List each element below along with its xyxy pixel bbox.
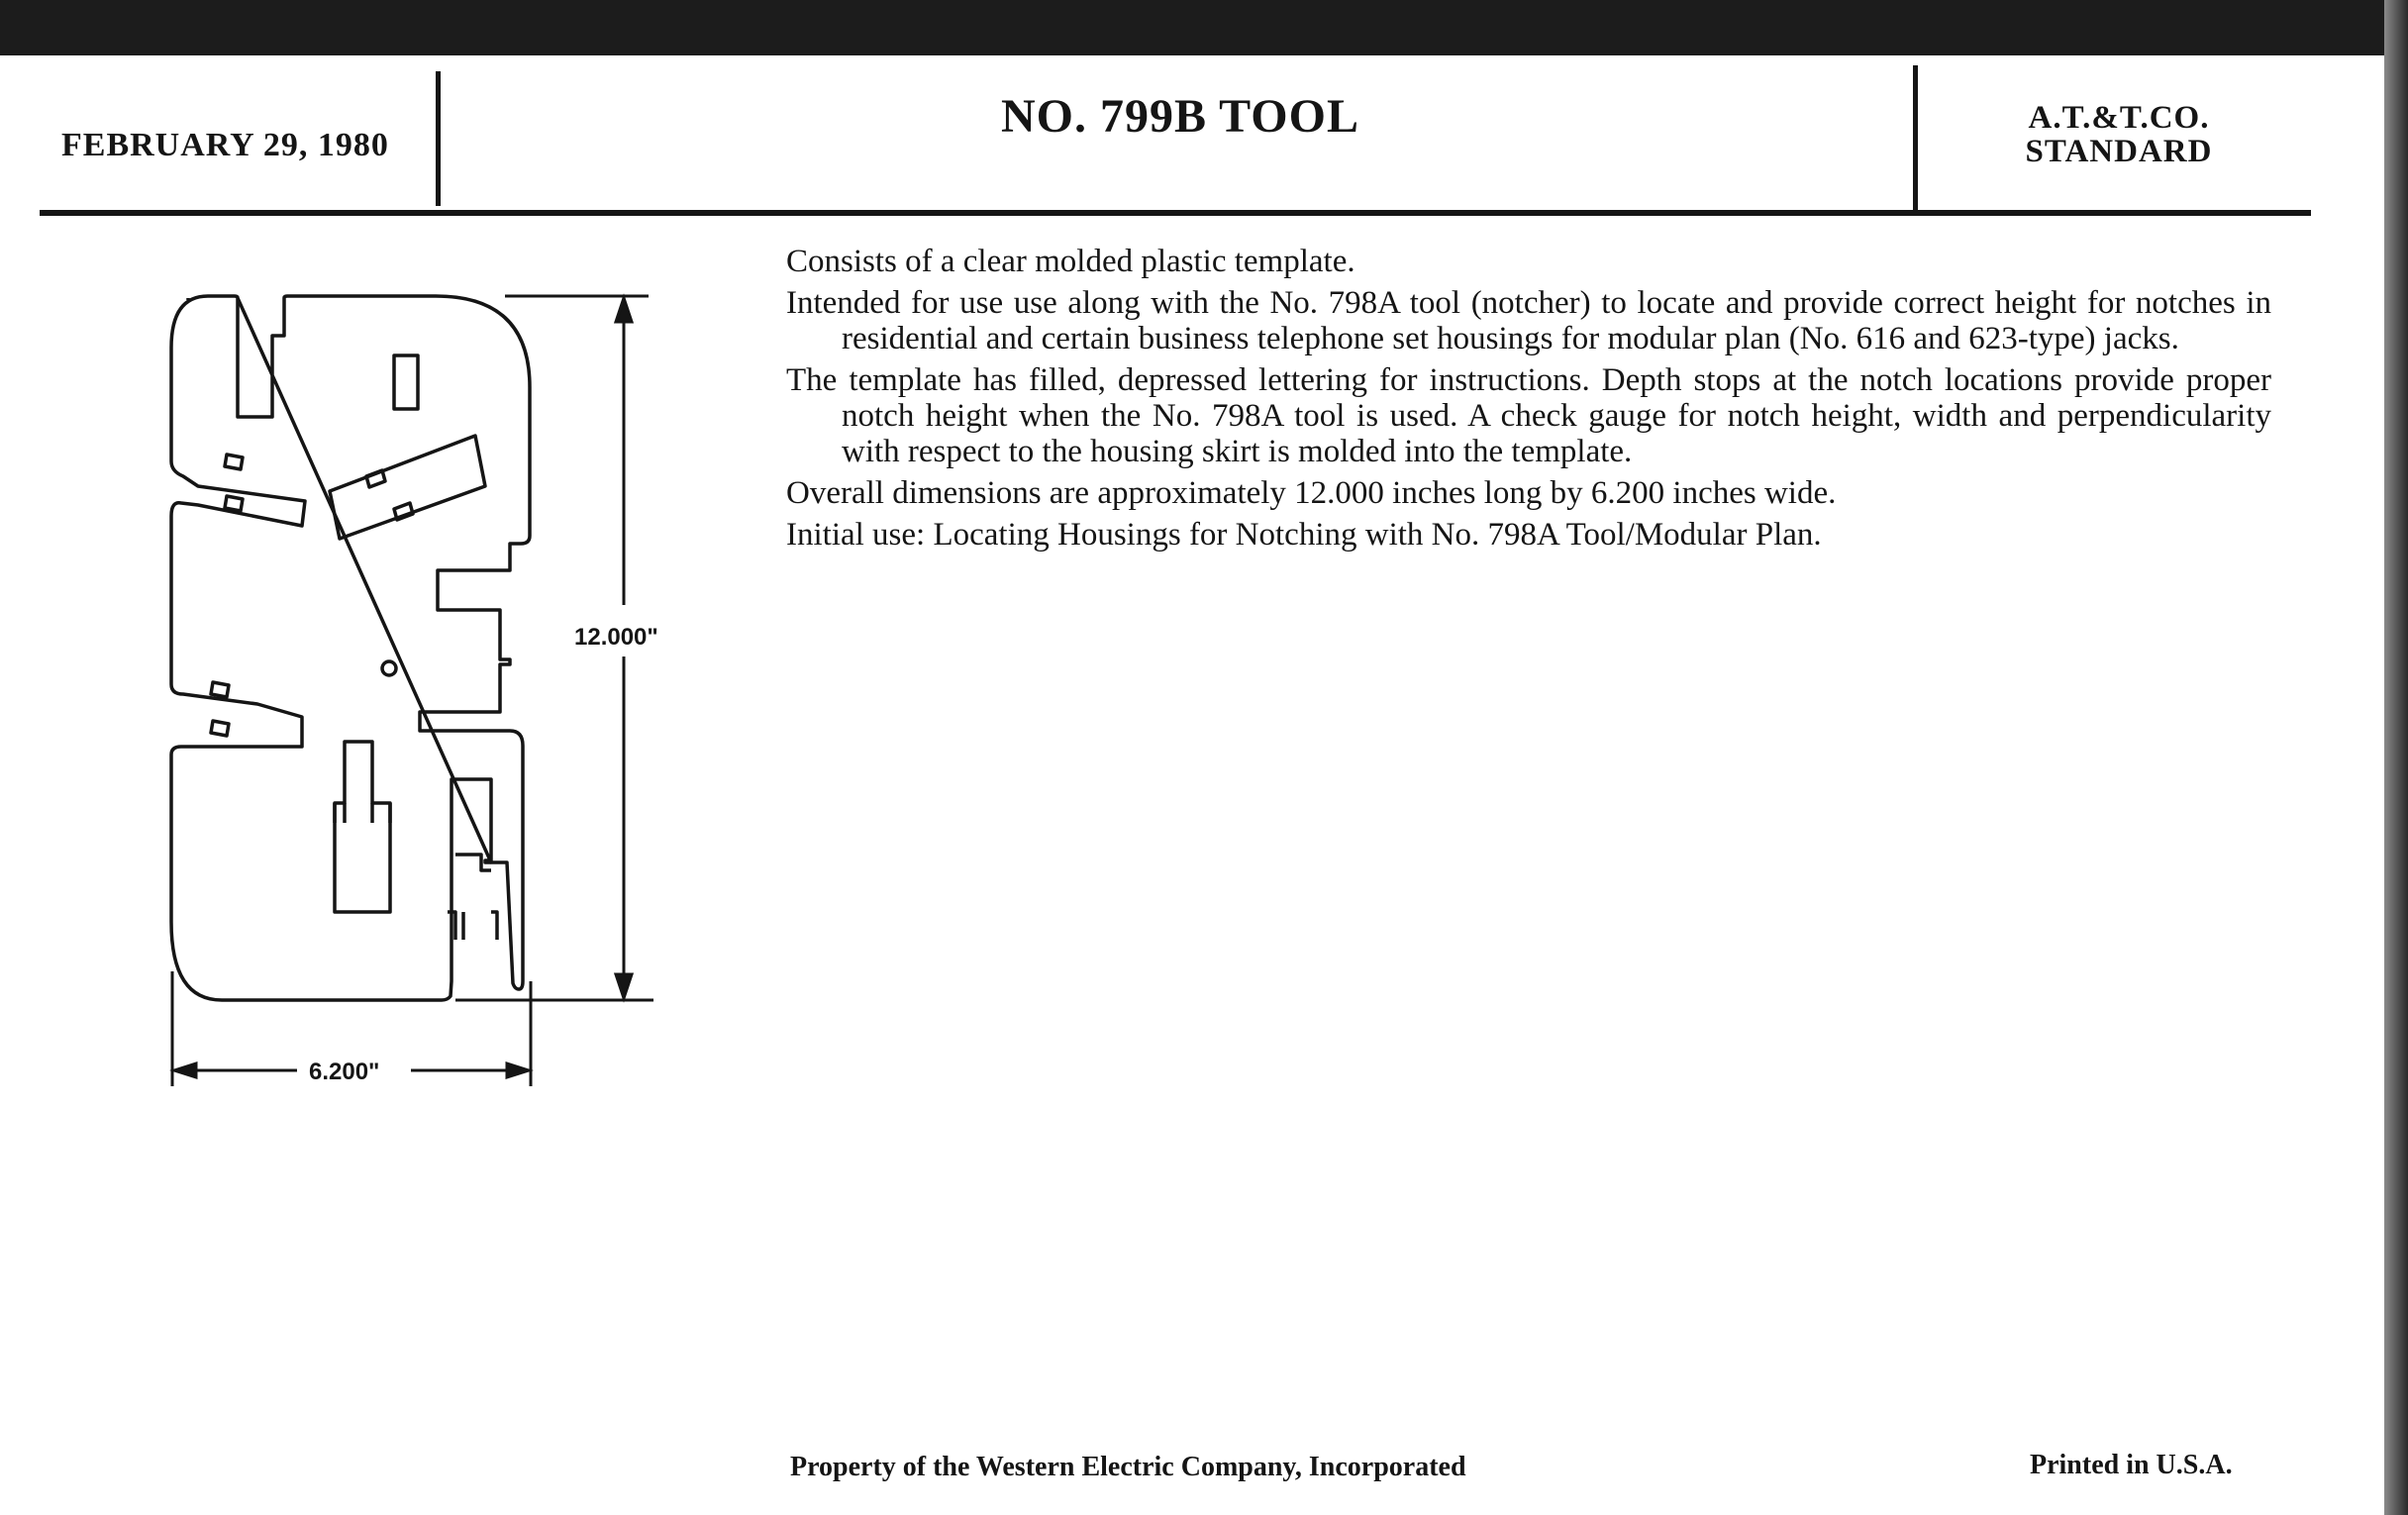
- header-divider-left: [436, 71, 441, 206]
- template-slot-bottom: [335, 742, 390, 912]
- standard-card: [0, 55, 2384, 1515]
- header-rule: [40, 210, 2311, 216]
- scan-edge: [2384, 0, 2408, 1515]
- property-notice: Property of the Western Electric Company, Incorporated: [790, 1452, 1466, 1482]
- paragraph-composition: Consists of a clear molded plastic template.: [786, 244, 1355, 279]
- paragraph-intended-use: Intended for use use along with the No. 798A tool (notcher) to locate and provide correct height for notches in residential and certain business telephone set housings for modular plan (No. 616 and 623-type) jacks.: [786, 285, 2271, 356]
- standard-line-1: A.T.&T.CO.: [2028, 100, 2210, 136]
- printed-notice: Printed in U.S.A.: [2030, 1450, 2233, 1480]
- template-slot-diagonal: [330, 436, 485, 539]
- page-title: NO. 799B TOOL: [1001, 90, 1359, 143]
- standard-line-2: STANDARD: [2025, 134, 2213, 169]
- issue-date: FEBRUARY 29, 1980: [61, 127, 389, 163]
- template-slot-top: [394, 355, 418, 409]
- description: [786, 244, 2271, 558]
- template-drawing: [149, 229, 703, 1100]
- template-outline: [171, 296, 530, 1000]
- height-dimension-label: 12.000": [574, 624, 658, 651]
- width-dimension-label: 6.200": [309, 1059, 380, 1085]
- paragraph-initial-use: Initial use: Locating Housings for Notching with No. 798A Tool/Modular Plan.: [786, 517, 1822, 553]
- standard-label: [1921, 101, 2317, 168]
- template-hole: [382, 661, 396, 675]
- header-divider-right: [1913, 65, 1918, 210]
- paragraph-lettering: The template has filled, depressed lettering for instructions. Depth stops at the notch locations provide proper notch height when the No. 798A tool is used. A check gauge for notch height, width and perpendicularity with respect to the housing skirt is molded into the template.: [786, 362, 2271, 469]
- paragraph-dimensions: Overall dimensions are approximately 12.000 inches long by 6.200 inches wide.: [786, 475, 1837, 511]
